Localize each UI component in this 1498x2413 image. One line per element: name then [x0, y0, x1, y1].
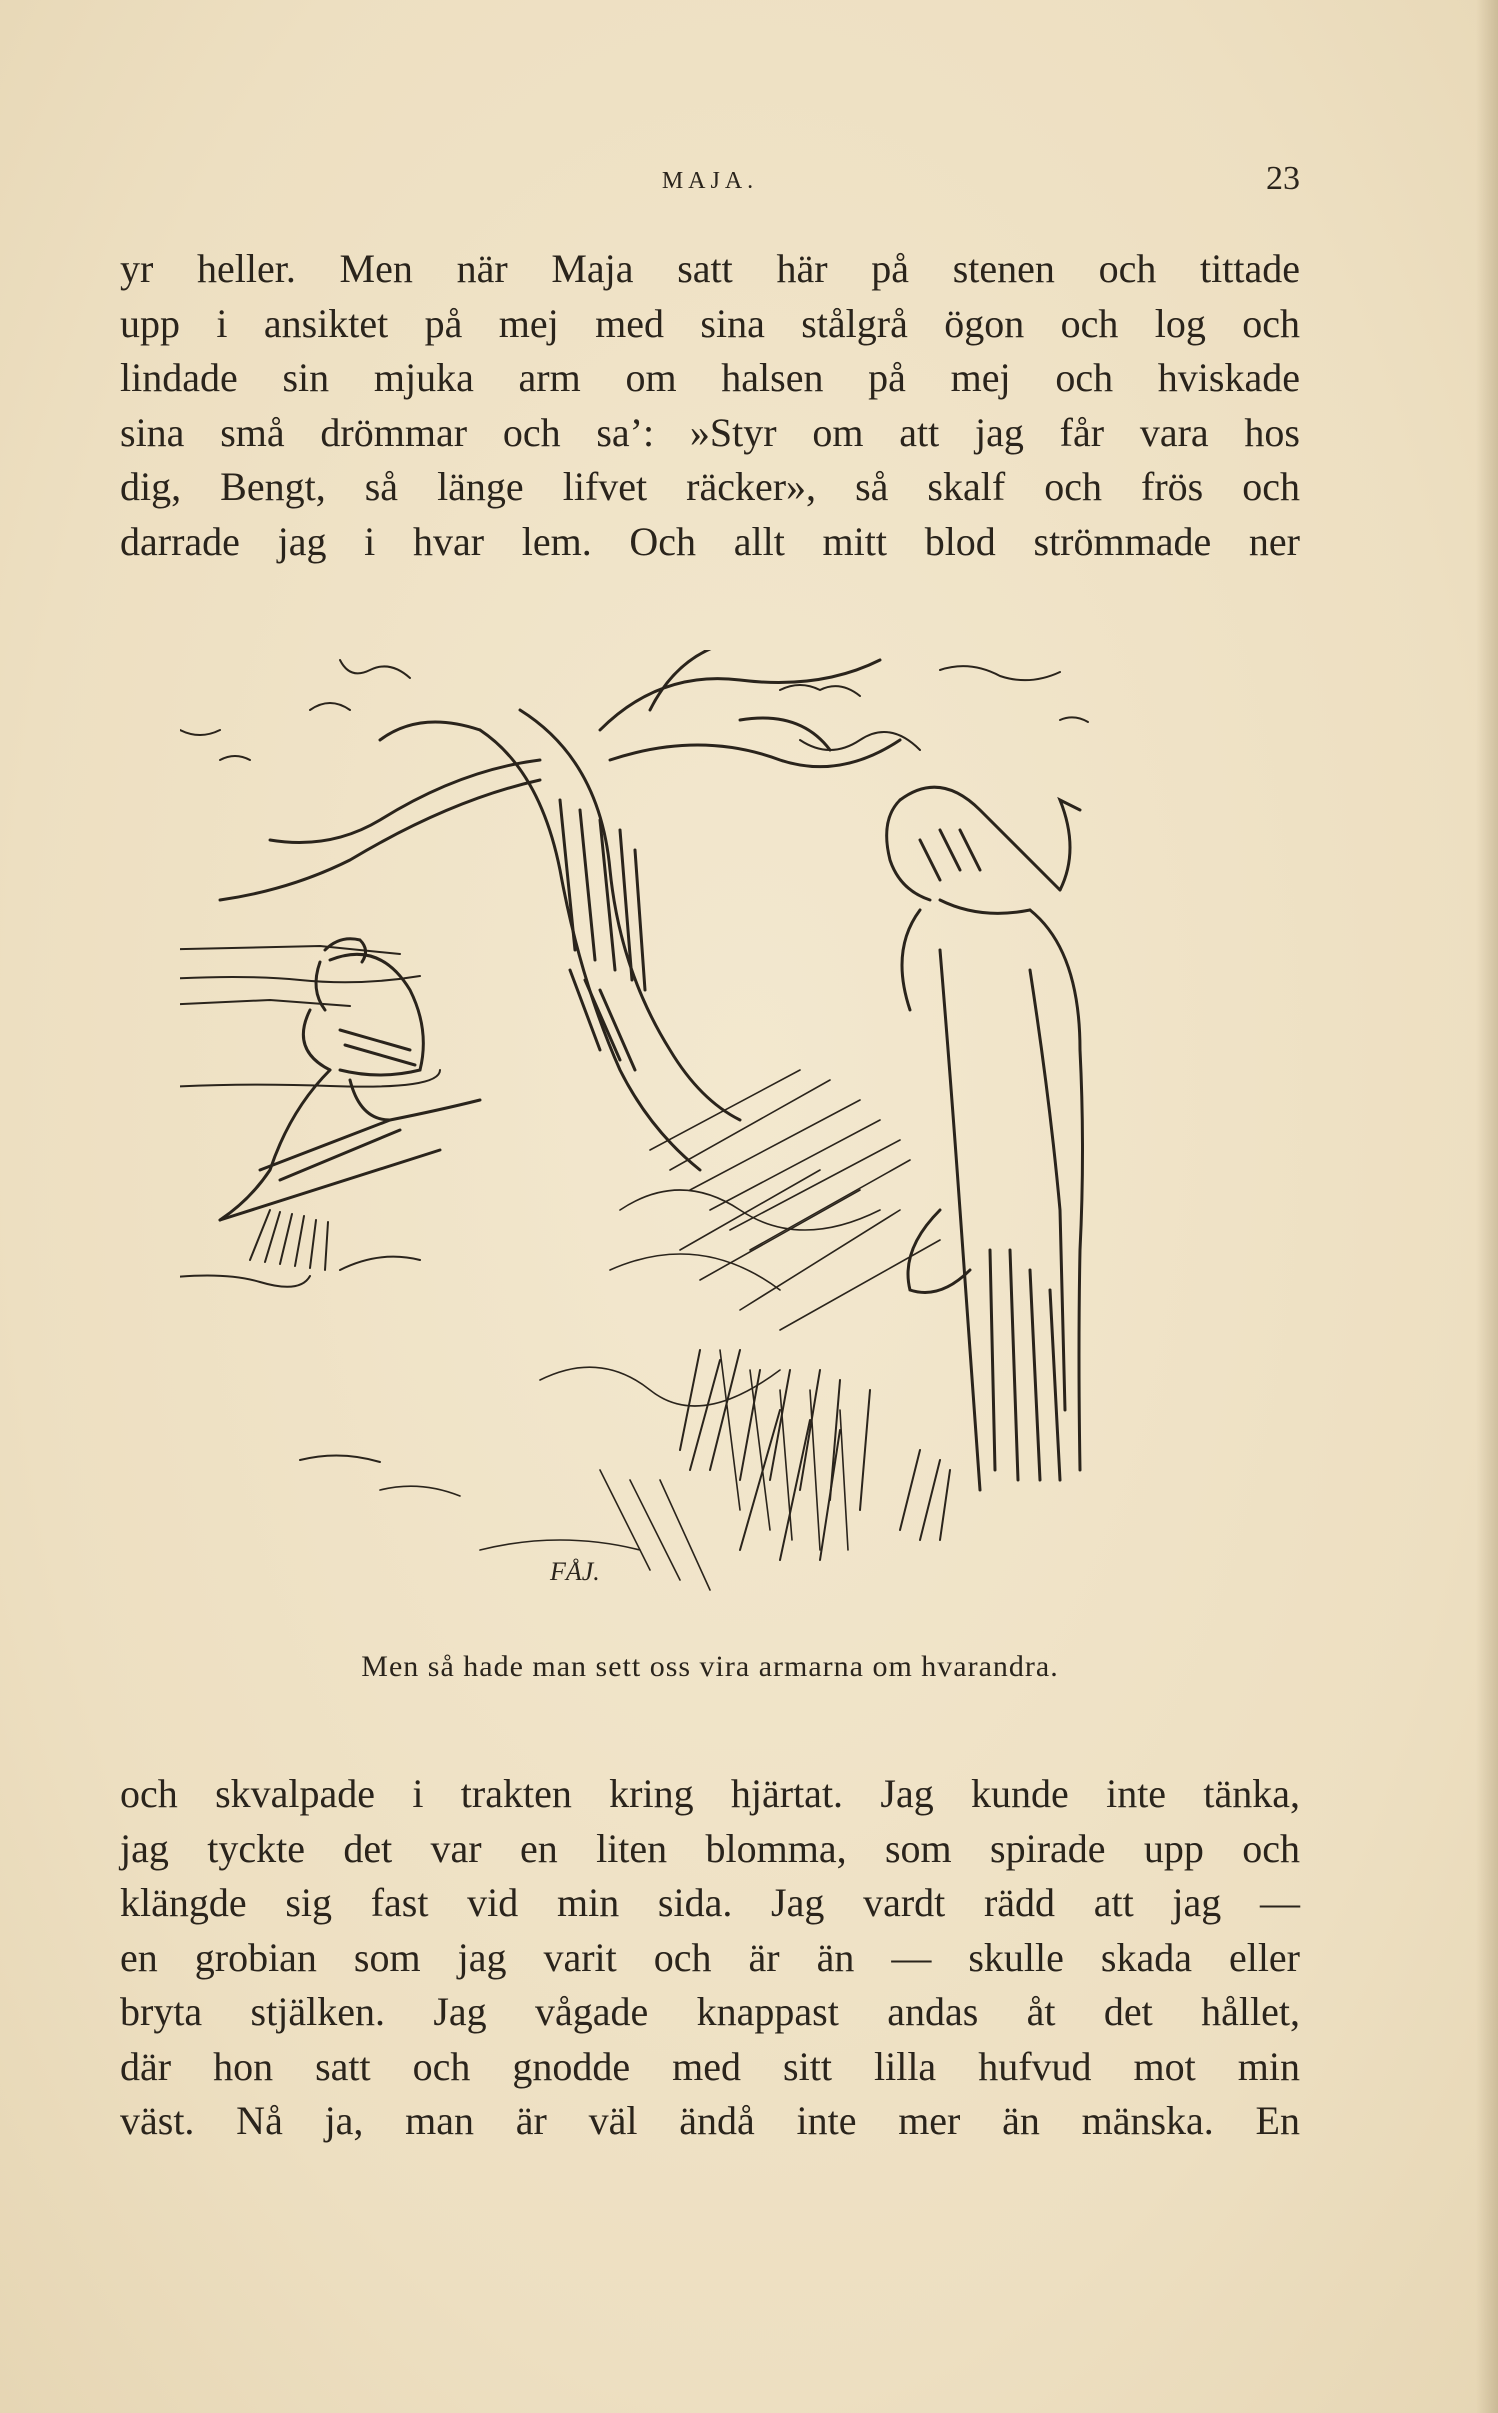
rock-grass: [250, 1210, 420, 1270]
tree: [220, 650, 900, 1170]
sky-scribbles: [180, 660, 1088, 760]
seated-man-figure: [220, 939, 480, 1220]
foreground-grass: [680, 1350, 950, 1560]
text-line: en grobian som jag varit och är än — skulle skada eller: [120, 1934, 1300, 1980]
standing-woman-figure: [887, 787, 1083, 1490]
text-line: lindade sin mjuka arm om halsen på mej och hviskade: [120, 355, 1300, 400]
foliage-hatching: [380, 1070, 940, 1590]
text-line: darrade jag i hvar lem. Och allt mitt blod strömmade ner: [120, 518, 1300, 564]
text-line: sina små drömmar och sa’: »Styr om att jag får vara hos: [120, 409, 1300, 455]
text-line: klängde sig fast vid min sida. Jag vardt rädd att jag —: [120, 1880, 1300, 1925]
text-line: väst. Nå ja, man är väl ändå inte mer än mänska. En: [120, 2098, 1300, 2143]
text-line: och skvalpade i trakten kring hjärtat. Jag kunde inte tänka,: [120, 1771, 1300, 1816]
body-text-bottom: [120, 1767, 1300, 2149]
text-line: jag tyckte det var en liten blomma, som spirade upp och: [120, 1825, 1300, 1871]
artist-signature: FÅJ.: [550, 1557, 600, 1586]
text-line: upp i ansiktet på mej med sina stålgrå ögon och log och: [120, 300, 1300, 346]
body-text-top: [120, 242, 1300, 569]
text-line: dig, Bengt, så länge lifvet räcker», så skalf och frös och: [120, 464, 1300, 509]
running-head: [120, 160, 1300, 200]
page-number: 23: [1266, 160, 1300, 197]
pen-illustration: [180, 650, 1300, 1630]
running-title: MAJA.: [661, 168, 759, 194]
text-line: bryta stjälken. Jag vågade knappast andas åt det hållet,: [120, 1989, 1300, 2034]
figure-caption: Men så hade man sett oss vira armarna om hvarandra.: [361, 1650, 1059, 1683]
text-line: där hon satt och gnodde med sitt lilla hufvud mot min: [120, 2043, 1300, 2089]
water-lines: [180, 946, 440, 1462]
text-line: yr heller. Men när Maja satt här på stenen och tittade: [120, 246, 1300, 291]
